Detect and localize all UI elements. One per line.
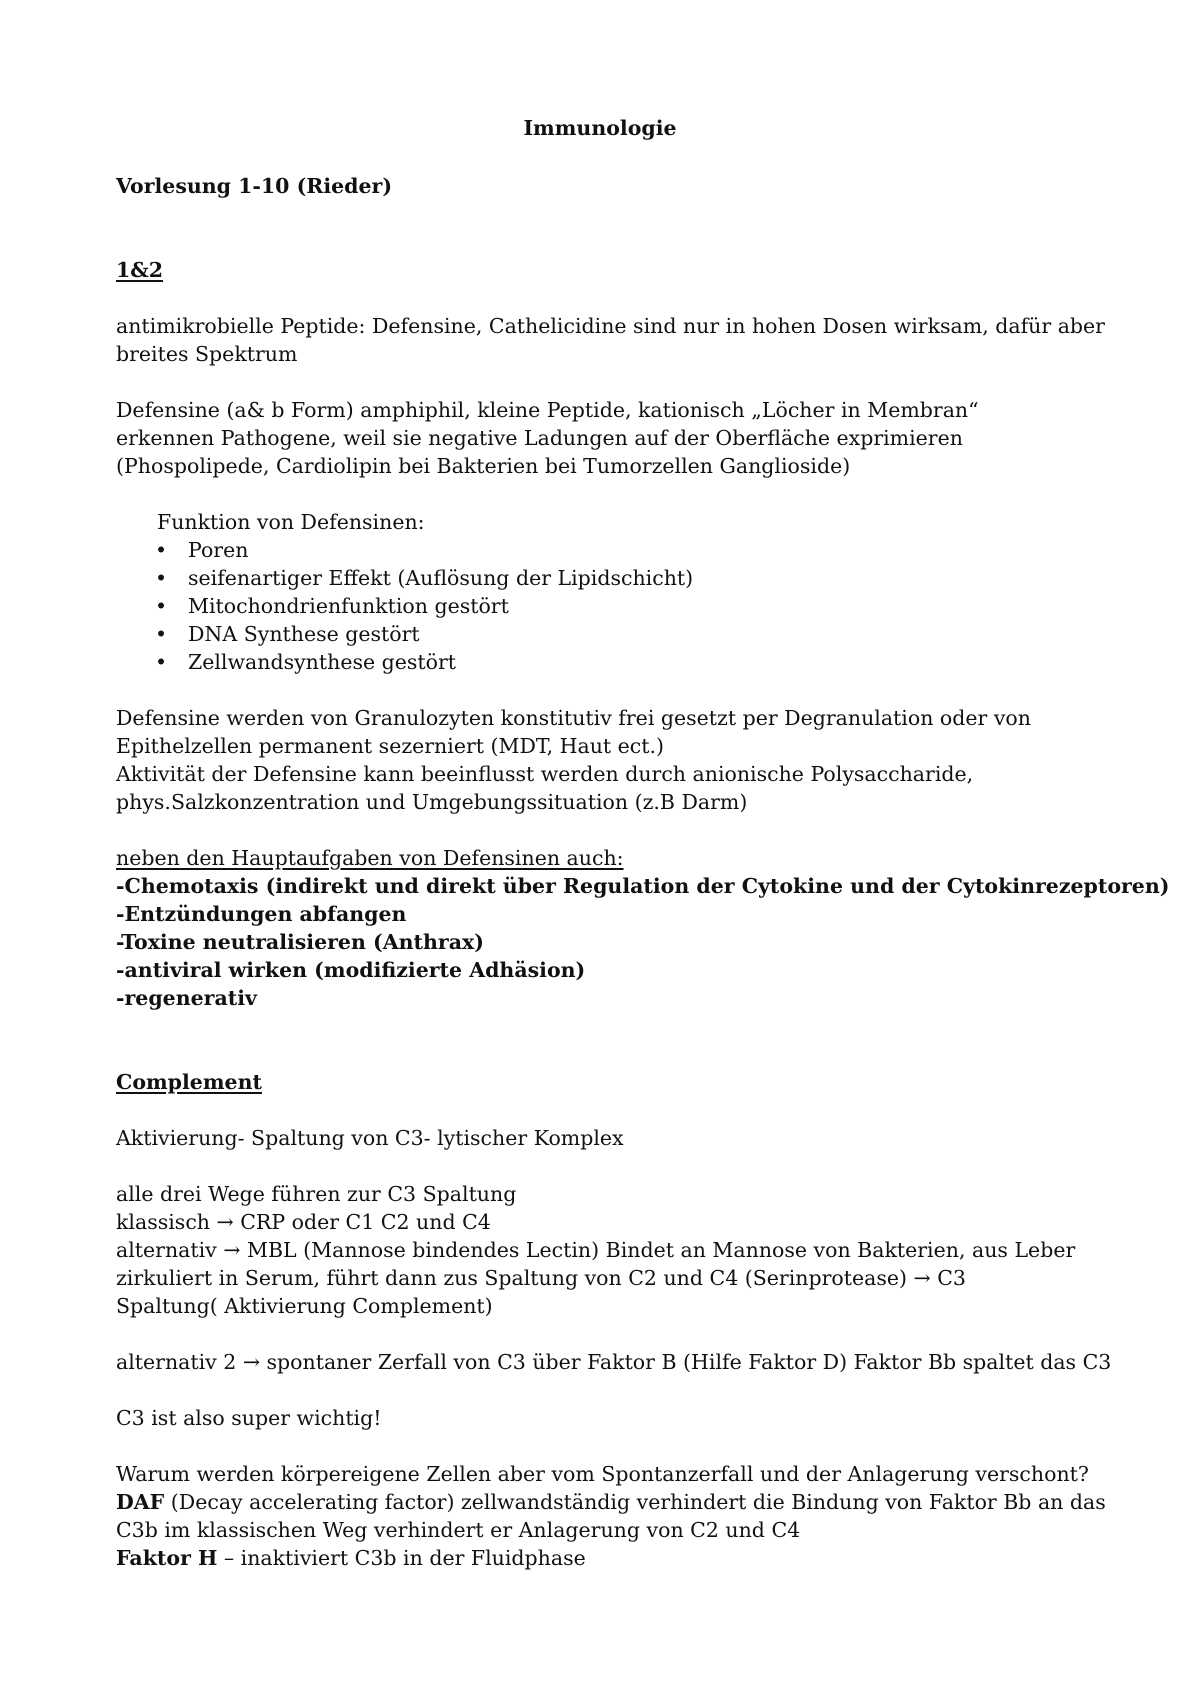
paragraph-line: Defensine (a& b Form) amphiphil, kleine Peptide, kationisch „Löcher in Membran“ [116,398,979,422]
paragraph-line: antimikrobielle Peptide: Defensine, Cathelicidine sind nur in hohen Dosen wirksam, dafür aber [116,314,1105,338]
paragraph-line: breites Spektrum [116,342,298,366]
section-heading-1-2: 1&2 [116,258,164,282]
bold-list-item: -Toxine neutralisieren (Anthrax) [116,930,484,954]
list-item: Poren [188,538,249,562]
paragraph-line: klassisch → CRP oder C1 C2 und C4 [116,1210,491,1234]
bold-list-item: -antiviral wirken (modifizierte Adhäsion) [116,958,586,982]
faktor-h-term: Faktor H [116,1546,218,1570]
section-heading-complement: Complement [116,1070,262,1094]
paragraph-line: phys.Salzkonzentration und Umgebungssituation (z.B Darm) [116,790,748,814]
paragraph-line: Aktivierung- Spaltung von C3- lytischer Komplex [116,1126,624,1150]
paragraph-line: C3b im klassischen Weg verhindert er Anlagerung von C2 und C4 [116,1518,801,1542]
bold-list-item: -regenerativ [116,986,257,1010]
paragraph-line: Defensine werden von Granulozyten konstitutiv frei gesetzt per Degranulation oder von [116,706,1031,730]
paragraph-line: zirkuliert in Serum, führt dann zus Spaltung von C2 und C4 (Serinprotease) → C3 [116,1266,966,1290]
paragraph-line: alternativ 2 → spontaner Zerfall von C3 über Faktor B (Hilfe Faktor D) Faktor Bb spaltet das C3 [116,1350,1112,1374]
bullet-icon: • [155,622,168,646]
paragraph-line: Spaltung( Aktivierung Complement) [116,1294,493,1318]
list-heading: Funktion von Defensinen: [157,510,425,534]
paragraph-line [116,1544,586,1572]
bullet-icon: • [155,538,168,562]
paragraph-line: (Phospolipede, Cardiolipin bei Bakterien bei Tumorzellen Ganglioside) [116,454,851,478]
bold-list-item: -Chemotaxis (indirekt und direkt über Regulation der Cytokine und der Cytokinrezeptoren) [116,874,1170,898]
bullet-icon: • [155,594,168,618]
list-item: Zellwandsynthese gestört [188,650,457,674]
underlined-heading: neben den Hauptaufgaben von Defensinen auch: [116,846,624,870]
paragraph-line: C3 ist also super wichtig! [116,1406,382,1430]
daf-description: (Decay accelerating factor) zellwandständig verhindert die Bindung von Faktor Bb an das [164,1490,1106,1514]
list-item: seifenartiger Effekt (Auflösung der Lipidschicht) [188,566,694,590]
faktor-h-description: – inaktiviert C3b in der Fluidphase [217,1546,586,1570]
paragraph-line: Epithelzellen permanent sezerniert (MDT, Haut ect.) [116,734,665,758]
paragraph-line: erkennen Pathogene, weil sie negative Ladungen auf der Oberfläche exprimieren [116,426,963,450]
document-title: Immunologie [523,116,677,140]
list-item: DNA Synthese gestört [188,622,420,646]
daf-term: DAF [116,1490,165,1514]
paragraph-line: Warum werden körpereigene Zellen aber vom Spontanzerfall und der Anlagerung verschont? [116,1462,1089,1486]
paragraph-line: alle drei Wege führen zur C3 Spaltung [116,1182,517,1206]
bold-list-item: -Entzündungen abfangen [116,902,407,926]
document-subtitle: Vorlesung 1-10 (Rieder) [116,174,393,198]
bullet-icon: • [155,650,168,674]
paragraph-line: alternativ → MBL (Mannose bindendes Lectin) Bindet an Mannose von Bakterien, aus Leber [116,1238,1076,1262]
paragraph-line: Aktivität der Defensine kann beeinflusst werden durch anionische Polysaccharide, [116,762,974,786]
list-item: Mitochondrienfunktion gestört [188,594,509,618]
bullet-icon: • [155,566,168,590]
paragraph-line [116,1488,1106,1516]
